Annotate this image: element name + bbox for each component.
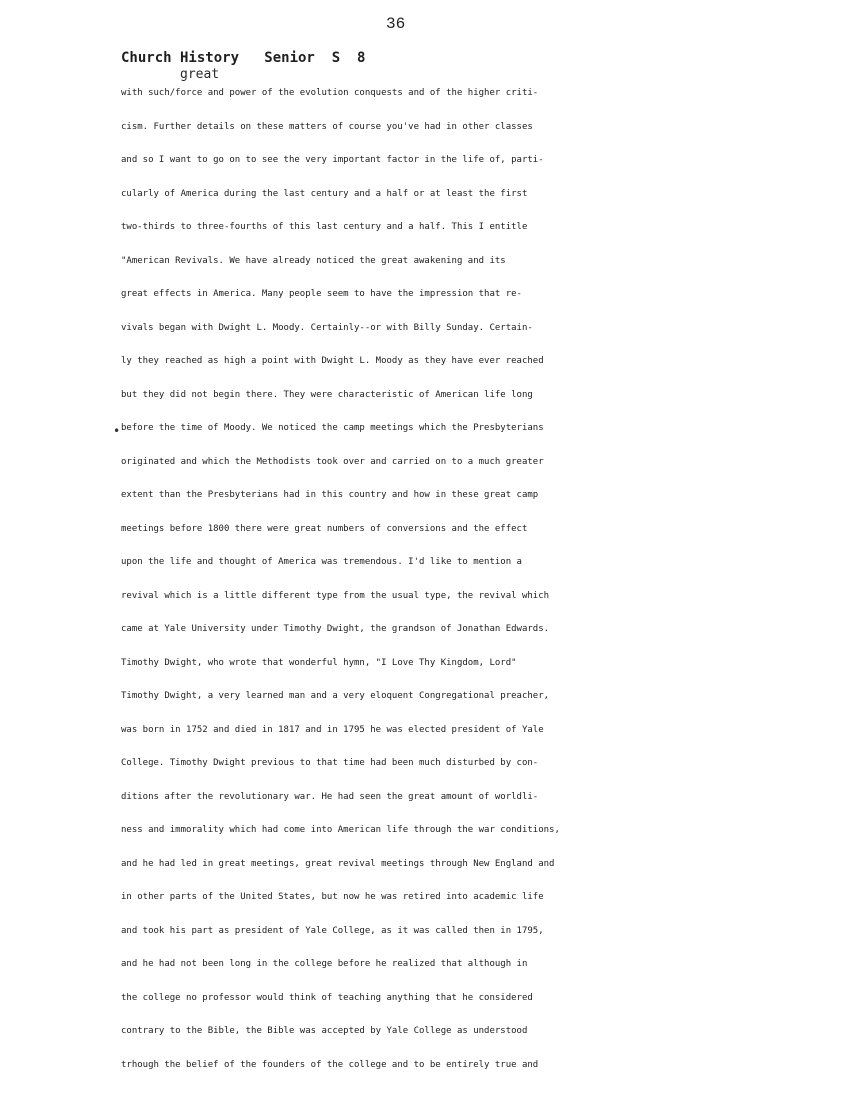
text-line: originated and which the Methodists took over and carried on to a much greater [121, 456, 544, 467]
text-line: "American Revivals. We have already noticed the great awakening and its [121, 255, 506, 266]
margin-mark: • [113, 424, 121, 438]
text-line: cularly of America during the last century and a half or at least the first [121, 188, 528, 199]
text-line: was born in 1752 and died in 1817 and in 1795 he was elected president of Yale [121, 724, 544, 735]
text-line: the college no professor would think of teaching anything that he considered [121, 992, 533, 1003]
text-line: two-thirds to three-fourths of this last century and a half. This I entitle [121, 222, 528, 232]
text-line: but they did not begin there. They were characteristic of American life long [121, 389, 533, 400]
text-line: and took his part as president of Yale College, as it was called then in 1795, [121, 925, 544, 936]
text-line: contrary to the Bible, the Bible was accepted by Yale College as understood [121, 1026, 528, 1036]
text-line: extent than the Presbyterians had in this country and how in these great camp [121, 490, 539, 500]
text-line: College. Timothy Dwight previous to that time had been much disturbed by con- [121, 758, 539, 768]
document-header: Church History Senior S 8 [121, 50, 366, 66]
text-line: in other parts of the United States, but now he was retired into academic life [121, 892, 544, 902]
text-line: meetings before 1800 there were great numbers of conversions and the effect [121, 523, 528, 534]
interlinear-insertion: great [180, 67, 220, 82]
text-line: and he had led in great meetings, great revival meetings through New England and [121, 858, 555, 869]
text-line: Timothy Dwight, who wrote that wonderful hymn, "I Love Thy Kingdom, Lord" [121, 657, 517, 668]
page-number: 36 [386, 15, 406, 33]
text-line: ly they reached as high a point with Dwight L. Moody as they have ever reached [121, 356, 544, 366]
text-line: cism. Further details on these matters of course you've had in other classes [121, 121, 533, 132]
text-line: vivals began with Dwight L. Moody. Certainly--or with Billy Sunday. Certain- [121, 322, 533, 333]
text-line: revival which is a little different type from the usual type, the revival which [121, 590, 550, 601]
text-line: with such/force and power of the evolution conquests and of the higher criti- [121, 88, 539, 98]
text-line: ness and immorality which had come into American life through the war conditions, [121, 825, 560, 835]
text-line: upon the life and thought of America was tremendous. I'd like to mention a [121, 557, 522, 567]
text-line: trhough the belief of the founders of the college and to be entirely true and [121, 1059, 539, 1070]
text-line: ditions after the revolutionary war. He had seen the great amount of worldli- [121, 791, 539, 802]
text-line: Timothy Dwight, a very learned man and a very eloquent Congregational preacher, [121, 691, 550, 701]
text-line: and he had not been long in the college before he realized that although in [121, 959, 528, 969]
body-text [121, 82, 821, 1087]
text-line: came at Yale University under Timothy Dwight, the grandson of Jonathan Edwards. [121, 624, 550, 634]
text-line: before the time of Moody. We noticed the camp meetings which the Presbyterians [121, 423, 544, 433]
text-line: and so I want to go on to see the very important factor in the life of, parti- [121, 155, 544, 165]
text-line: great effects in America. Many people seem to have the impression that re- [121, 289, 522, 299]
